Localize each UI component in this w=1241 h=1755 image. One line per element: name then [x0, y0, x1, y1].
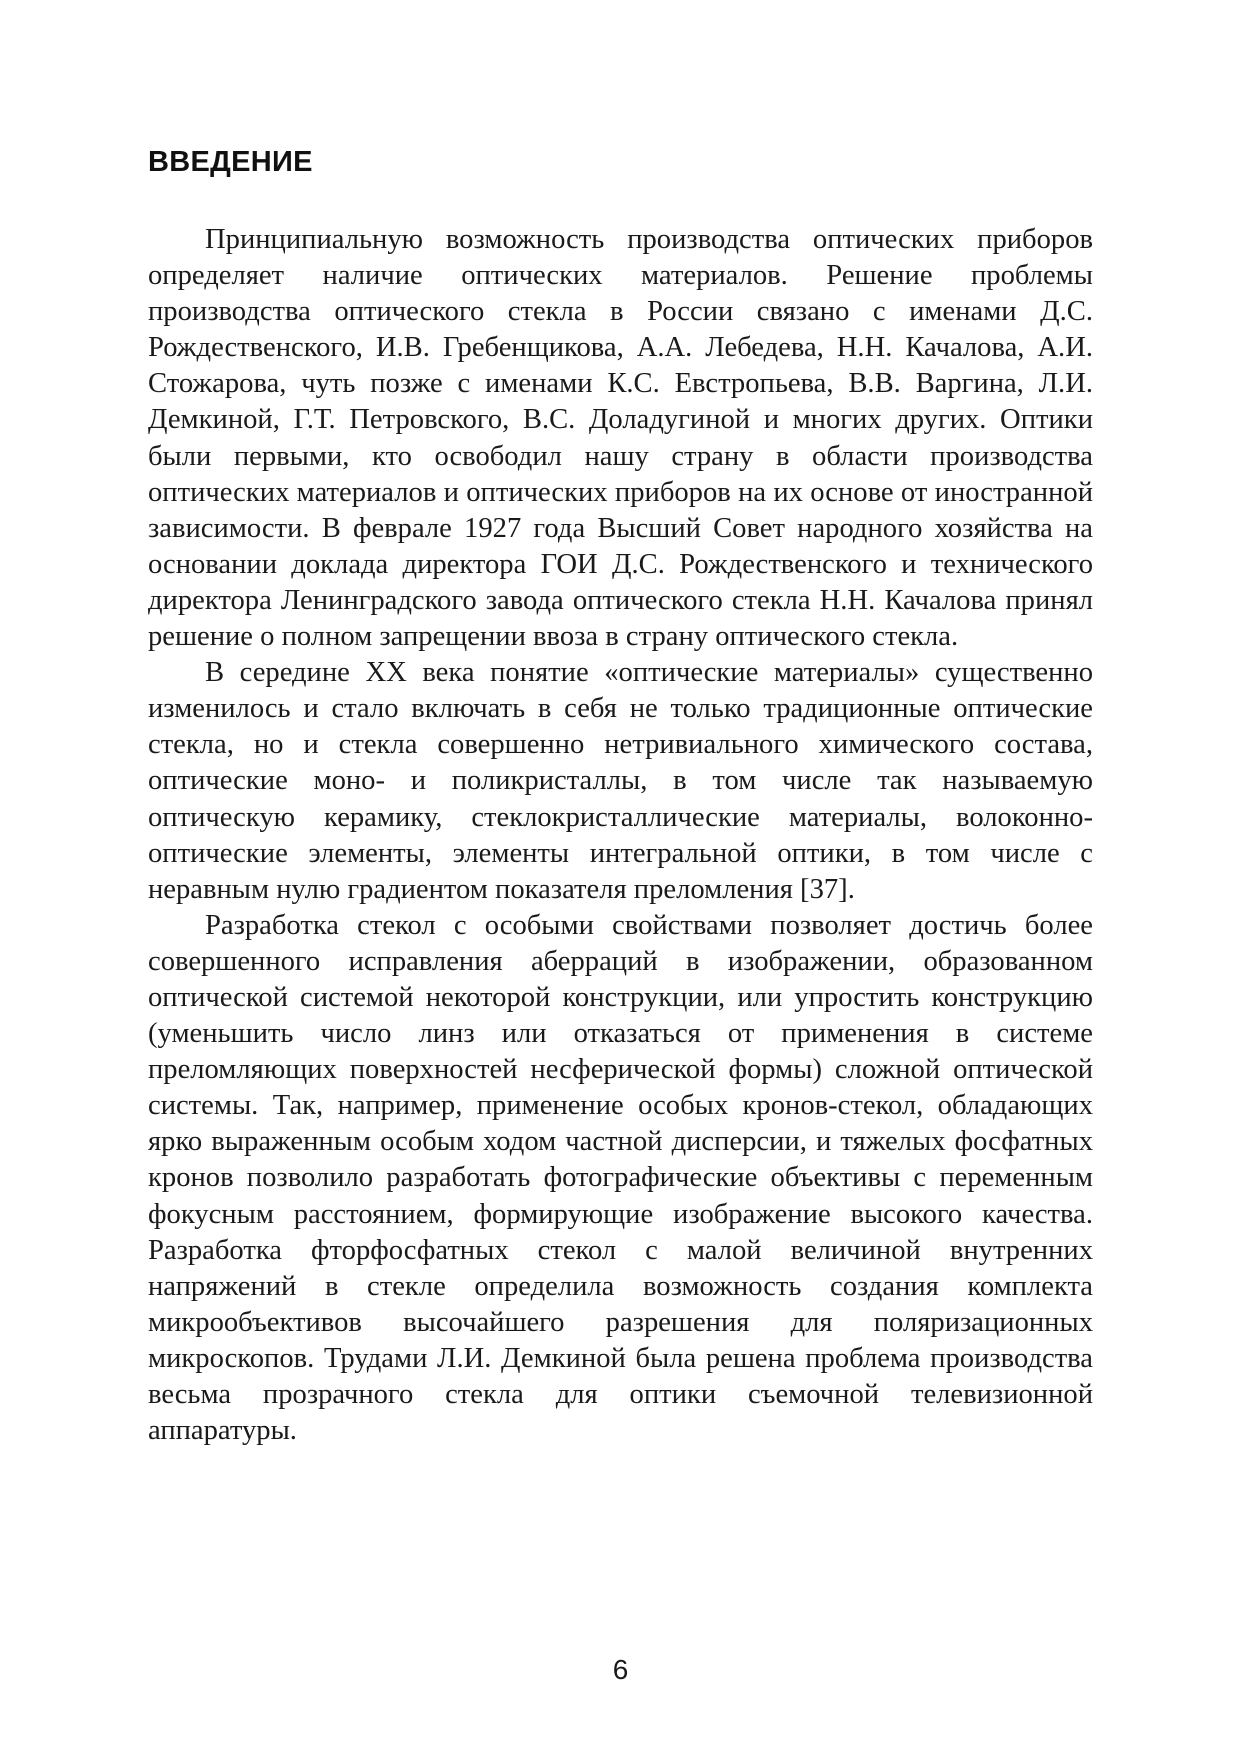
- paragraph-2: В середине XX века понятие «оптические материалы» существенно изменилось и стало включать в себя не только традиционные оптические стекла, но и стекла совершенно нетривиального химического состава, оптические моно- и поликристаллы, в том числе так называемую оптическую керамику, стеклокристаллические материалы, волоконно-оптические элементы, элементы интегральной оптики, в том числе с неравным нулю градиентом показателя преломления [37].: [148, 657, 1093, 905]
- paragraph-3: Разработка стекол с особыми свойствами позволяет достичь более совершенного исправления аберраций в изображении, образованном оптической системой некоторой конструкции, или упростить конструкцию (уменьшить число линз или отказаться от применения в системе преломляющих поверхностей несферической формы) сложной оптической системы. Так, например, применение особых кронов-стекол, обладающих ярко выраженным особым ходом частной дисперсии, и тяжелых фосфатных кронов позволило разработать фотографические объективы с переменным фокусным расстоянием, формирующие изображение высокого качества. Разработка фторфосфатных стекол с малой величиной внутренних напряжений в стекле определила возможность создания комплекта микрообъективов высочайшего разрешения для поляризационных микроскопов. Трудами Л.И. Демкиной была решена проблема производства весьма прозрачного стекла для оптики съемочной телевизионной аппаратуры.: [148, 909, 1093, 1447]
- paragraph-1: Принципиальную возможность производства оптических приборов определяет наличие оптических материалов. Решение проблемы производства оптического стекла в России связано с именами Д.С. Рождественского, И.В. Гребенщикова, А.А. Лебедева, Н.Н. Качалова, А.И. Стожарова, чуть позже с именами К.С. Евстропьева, В.В. Варгина, Л.И. Демкиной, Г.Т. Петровского, В.С. Доладугиной и многих других. Оптики были первыми, кто освободил нашу страну в области производства оптических материалов и оптических приборов на их основе от иностранной зависимости. В феврале 1927 года Высший Совет народного хозяйства на основании доклада директора ГОИ Д.С. Рождественского и технического директора Ленинградского завода оптического стекла Н.Н. Качалова принял решение о полном запрещении ввоза в страну оптического стекла.: [148, 224, 1093, 653]
- body-text: [148, 222, 1093, 1449]
- section-heading: ВВЕДЕНИЕ: [148, 146, 313, 178]
- page-number: 6: [612, 1654, 629, 1685]
